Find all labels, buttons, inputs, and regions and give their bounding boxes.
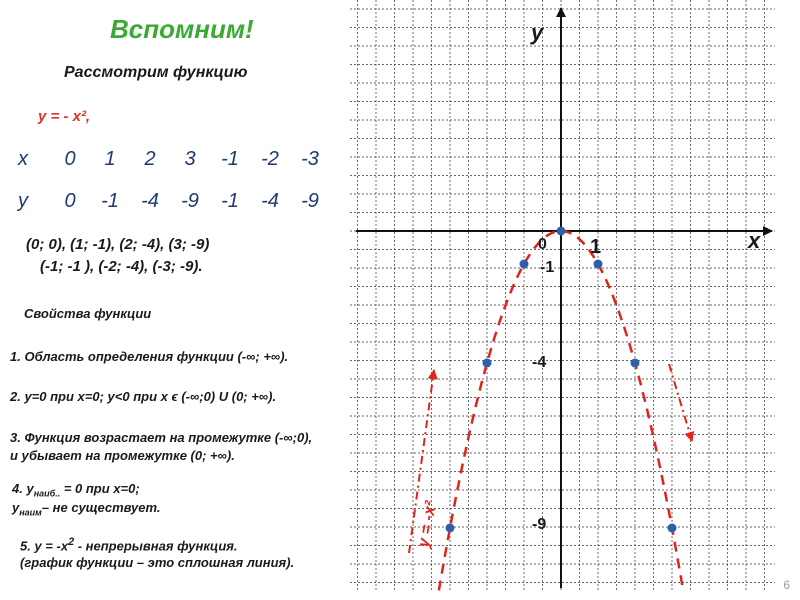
property-5-line2: (график функции – это сплошная линия). (20, 555, 295, 570)
table-cell: -1 (221, 190, 239, 212)
graph-point (668, 524, 677, 533)
table-cell: -2 (261, 148, 279, 170)
points-list-line1: (0; 0), (1; -1), (2; -4), (3; -9) (26, 236, 210, 253)
table-cell: 3 (184, 148, 196, 170)
table-cell: 0 (64, 190, 76, 212)
tick-label-y-minus9: -9 (532, 516, 547, 533)
table-cell: -4 (141, 190, 159, 212)
x-axis-label: x (748, 228, 761, 253)
properties-title: Свойства функции (24, 306, 152, 321)
property-3-line2: и убывает на промежутке (0; +∞). (10, 448, 235, 463)
table-header-y: y (18, 190, 28, 212)
tick-label-y-minus1: -1 (540, 259, 555, 276)
table-cell: -9 (181, 190, 199, 212)
table-cell: -4 (261, 190, 279, 212)
graph-point (483, 359, 492, 368)
table-cell: 2 (144, 148, 156, 170)
property-5-line1: 5. $y = -x^2$ - непрерывная функция. (20, 536, 238, 554)
table-header-x: x (18, 148, 28, 170)
grid (350, 0, 775, 590)
table-cell: 1 (104, 148, 116, 170)
slide-number: 6 (783, 578, 790, 592)
property-4-line2: $y_{наим}-$ не существует. (12, 500, 161, 518)
right-direction-arrow (669, 364, 692, 441)
subtitle: Рассмотрим функцию (64, 64, 248, 81)
table-cell: -1 (221, 148, 239, 170)
property-3-line1: 3. Функция возрастает на промежутке (-∞;0), (10, 430, 313, 445)
graph-point (520, 260, 529, 269)
y-axis-label: y (531, 20, 544, 45)
property-1: 1. Область определения функции (-∞; +∞). (10, 349, 289, 364)
points-list-line2: (-1; -1 ), (-2; -4), (-3; -9). (40, 258, 203, 275)
graph-point (631, 359, 640, 368)
table-cell: 0 (64, 148, 76, 170)
tick-label-x-1: 1 (590, 236, 602, 258)
graph-point (557, 227, 566, 236)
property-2: 2. y=0 при x=0; y<0 при x ϵ (-∞;0) U (0; +∞). (10, 389, 277, 404)
property-4-line1: 4. $y_{наиб..} = 0$ при x=0; (12, 481, 140, 499)
curve-label: y = -x² (415, 499, 441, 549)
graph-point (446, 524, 455, 533)
table-cell: -3 (301, 148, 319, 170)
table-cell: -1 (101, 190, 119, 212)
graph-point (594, 260, 603, 269)
slide-title: Вспомним! (110, 14, 254, 44)
function-formula: y = - x², (38, 108, 91, 125)
table-cell: -9 (301, 190, 319, 212)
origin-label: 0 (538, 236, 547, 253)
tick-label-y-minus4: -4 (532, 354, 547, 371)
